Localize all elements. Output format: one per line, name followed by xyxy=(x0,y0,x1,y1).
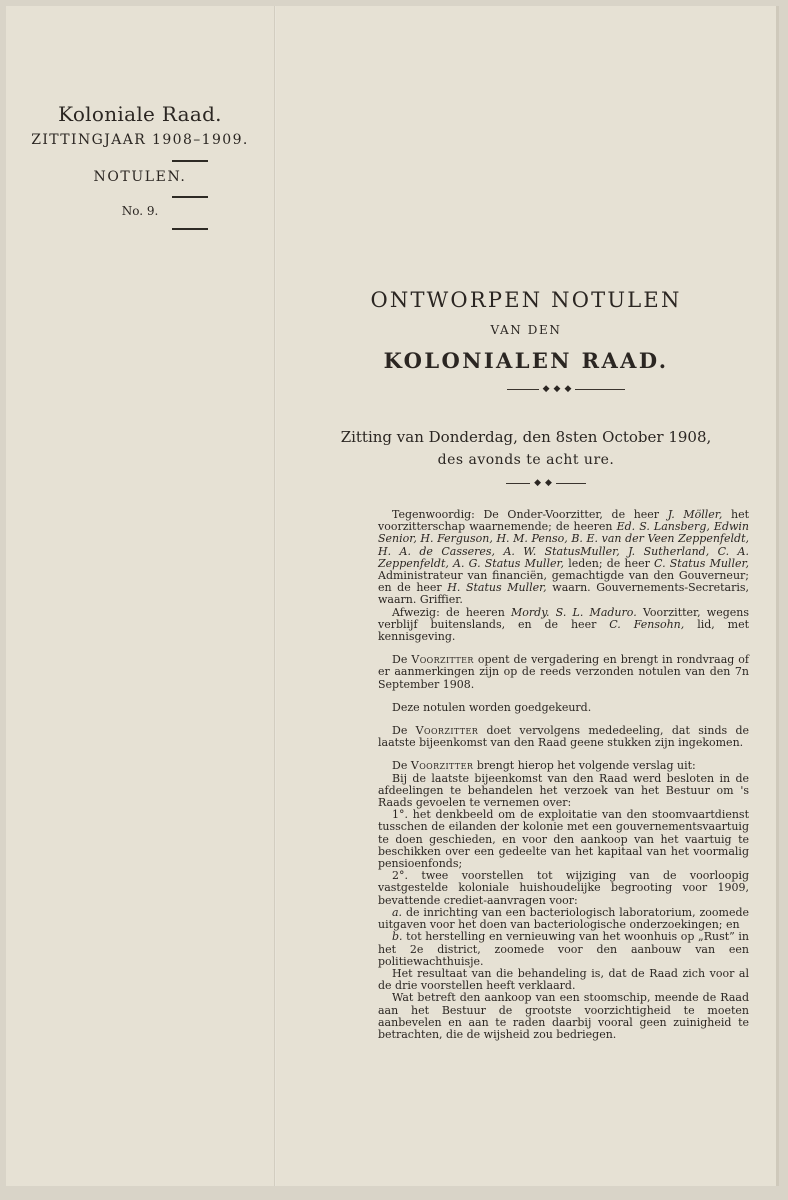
present-intro: De Onder-Voorzitter, de heer xyxy=(483,508,660,521)
paragraph: Het resultaat van die behandeling is, dat de Raad zich voor al de drie voorstellen heeft verklaard. xyxy=(378,966,749,993)
number-label: No. 9. xyxy=(121,204,159,218)
absent-label: Afwezig: xyxy=(392,605,440,619)
paragraph: Bij de laatste bijeenkomst van den Raad werd besloten in de afdeelingen te behandelen het verzoek van het Bestuur om 's Raads gevoelen te vernemen over: xyxy=(378,771,749,810)
attendance-paragraph xyxy=(378,509,749,607)
page-fold-line xyxy=(274,6,276,1186)
chair-label: Voorzitter xyxy=(415,724,479,738)
minutes-body xyxy=(378,509,749,1041)
minutes-label: NOTULEN. xyxy=(93,169,187,185)
vice-chair-name: J. Möller, xyxy=(667,508,723,521)
divider-rule xyxy=(172,228,208,230)
main-title: ONTWORPEN NOTULEN xyxy=(370,288,682,312)
paragraph: De Voorzitter brengt hierop het volgende verslag uit: xyxy=(392,759,696,773)
sub-list-item: b. tot herstelling en vernieuwing van het woonhuis op „Rust” in het 2e district, zoomede voor den aanbouw van een politiewachthuisje. xyxy=(378,930,749,968)
present-text: waarn. Gouvernements-Secretaris, waarn. Griffier. xyxy=(378,581,749,607)
divider-rule xyxy=(172,160,208,162)
absent-text: lid, met kennisgeving. xyxy=(378,617,750,644)
chair-label: Voorzitter xyxy=(411,653,474,667)
absent-name: Mordy. S. L. Maduro. xyxy=(511,605,637,619)
present-text: Administrateur van financiën, gemachtigde van den Gouverneur; en de heer xyxy=(378,569,749,595)
present-text: het voorzitterschap waarnemende; de heeren xyxy=(378,508,749,534)
council-name: Koloniale Raad. xyxy=(58,102,222,126)
administrator-name: C. Status Muller, xyxy=(654,556,750,570)
present-text: leden; de heer xyxy=(568,556,650,570)
chair-label: Voorzitter xyxy=(410,759,474,773)
list-item: 1°. het denkbeeld om de exploitatie van den stoomvaartdienst tusschen de eilanden der kolonie met een gouvernementsvaartuig te doen geschieden, en voor den aankoop van het vaartuig te beschikken over een gedeelte van het kapitaal van het voormalig pensioenfonds; xyxy=(378,808,749,871)
ornament-divider: ◆ ◆ xyxy=(496,479,596,488)
absent-text: Voorzitter, wegens verblijf buitenslands, en de heer xyxy=(378,605,750,631)
absence-paragraph xyxy=(378,607,749,644)
secretary-name: H. Status Muller, xyxy=(447,581,547,595)
list-item: 2°. twee voorstellen tot wijziging van de voorloopig vastgestelde koloniale huishoudelijke begrooting voor 1909, bevattende crediet-aanvragen voor: xyxy=(378,869,749,907)
document-page xyxy=(6,6,779,1186)
present-label: Tegenwoordig: xyxy=(392,508,475,521)
paragraph: Deze notulen worden goedgekeurd. xyxy=(392,700,592,714)
paragraph: De Voorzitter opent de vergadering en brengt in rondvraag of er aanmerkingen zijn op de reeds verzonden notulen van den 7n September 1908. xyxy=(378,653,749,691)
session-line: Zitting van Donderdag, den 8sten October 1908, xyxy=(340,428,712,446)
session-year: ZITTINGJAAR 1908–1909. xyxy=(31,132,249,148)
divider-rule xyxy=(172,196,208,198)
council-title: KOLONIALEN RAAD. xyxy=(383,348,669,373)
paragraph: Wat betreft den aankoop van een stoomschip, meende de Raad aan het Bestuur de grootste voorzichtigheid te moeten aanbevelen en aan te raden daarbij vooral geen zuinigheid te betrachten, die de wijsheid zou bedriegen. xyxy=(378,991,749,1041)
absent-text: de heeren xyxy=(446,605,505,619)
paragraph: De Voorzitter doet vervolgens mededeeling, dat sinds de laatste bijeenkomst van den Raad geene stukken zijn ingekomen. xyxy=(378,724,750,750)
session-time: des avonds te acht ure. xyxy=(437,452,615,468)
sub-list-item: a. de inrichting van een bacteriologisch laboratorium, zoomede uitgaven voor het doen van bacteriologische onderzoekingen; en xyxy=(378,905,750,932)
present-members: Ed. S. Lansberg, Edwin Senior, H. Ferguson, H. M. Penso, B. E. van der Veen Zeppenfeldt, H. A. de Casseres, A. W. StatusMuller, J. Sutherland, C. A. Zeppenfeldt, A. G. Status Muller, xyxy=(378,520,750,570)
absent-name: C. Fensohn, xyxy=(609,617,685,631)
title-van-den: VAN DEN xyxy=(490,323,562,337)
ornament-divider: ◆ ◆ ◆ xyxy=(496,385,636,394)
